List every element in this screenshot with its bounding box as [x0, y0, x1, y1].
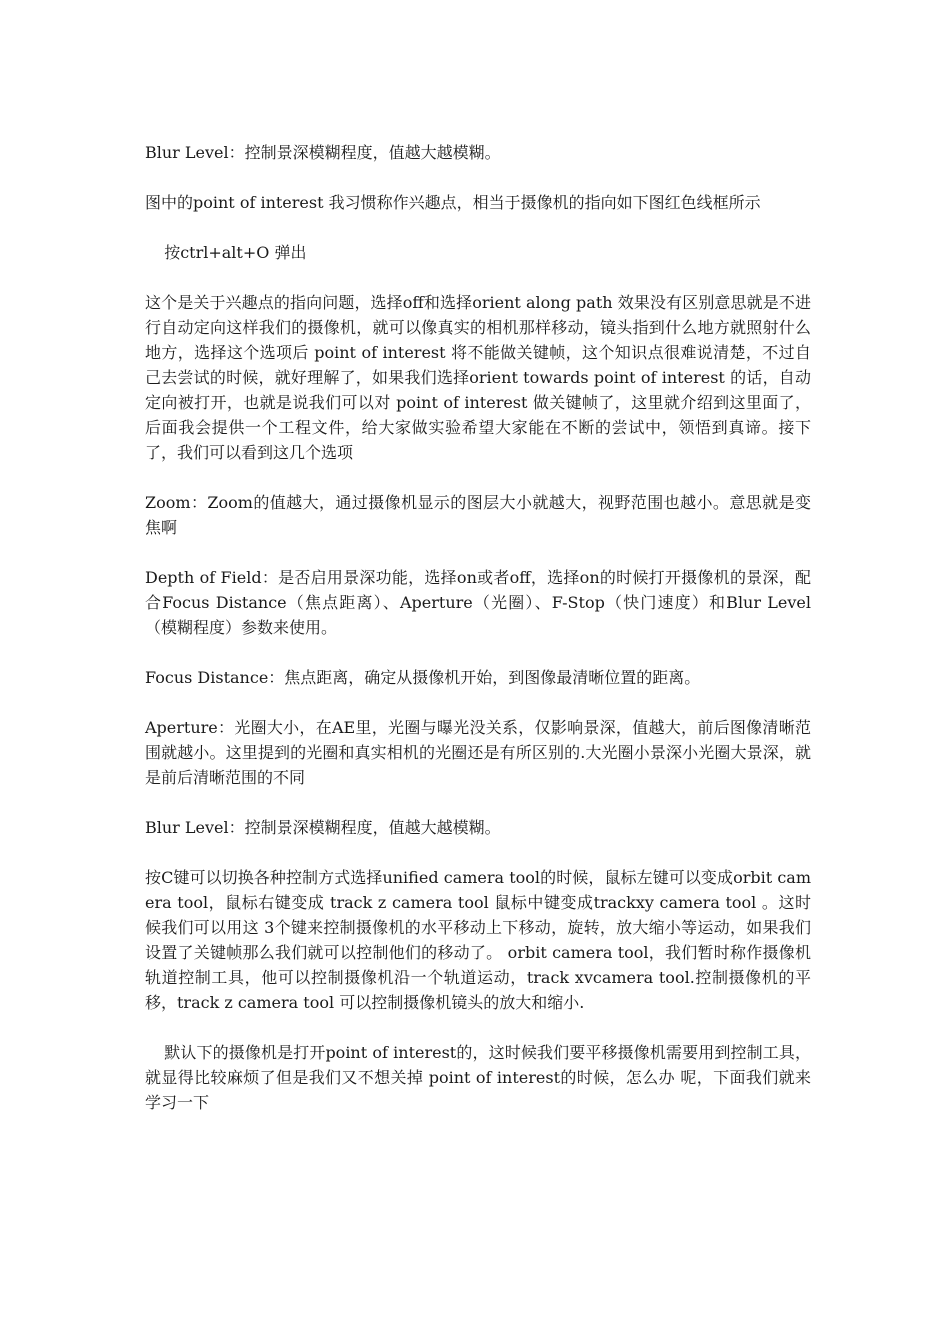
paragraph-zoom: Zoom：Zoom的值越大，通过摄像机显示的图层大小就越大，视野范围也越小。意思就是变焦啊 [145, 493, 811, 537]
paragraph-default-camera: 默认下的摄像机是打开point of interest的，这时候我们要平移摄像机需要用到控制工具，就显得比较麻烦了但是我们又不想关掉 point of interest的时候，怎么办 呢，下面我们就来学习一下 [145, 1043, 811, 1112]
paragraph-blur-level: Blur Level：控制景深模糊程度，值越大越模糊。 [145, 143, 501, 162]
paragraph-blur-level-repeat: Blur Level：控制景深模糊程度，值越大越模糊。 [145, 818, 501, 837]
document-body [145, 140, 811, 1140]
paragraph-shortcut: 按ctrl+alt+O 弹出 [164, 243, 307, 262]
paragraph-orient-options: 这个是关于兴趣点的指向问题，选择off和选择orient along path 效果没有区别意思就是不进行自动定向这样我们的摄像机，就可以像真实的相机那样移动，镜头指到什么地方就照射什么地方，选择这个选项后 point of interest 将不能做关键帧，这个知识点很难说清楚，不过自己去尝试的时候，就好理解了，如果我们选择orient towards point of interest 的话，自动定向被打开，也就是说我们可以对 point of interest 做关键帧了，这里就介绍到这里面了，后面我会提供一个工程文件，给大家做实验希望大家能在不断的尝试中，领悟到真谛。接下了，我们可以看到这几个选项 [145, 293, 811, 462]
paragraph-camera-tools: 按C键可以切换各种控制方式选择unified camera tool的时候，鼠标左键可以变成orbit camera tool，鼠标右键变成 track z camera tool 鼠标中键变成trackxy camera tool 。这时候我们可以用这 3个键来控制摄像机的水平移动上下移动，旋转，放大缩小等运动，如果我们设置了关键帧那么我们就可以控制他们的移动了。 orbit camera tool，我们暂时称作摄像机轨道控制工具，他可以控制摄像机沿一个轨道运动，track xvcamera tool.控制摄像机的平移，track z camera tool 可以控制摄像机镜头的放大和缩小. [145, 868, 811, 1012]
paragraph-point-of-interest: 图中的point of interest 我习惯称作兴趣点，相当于摄像机的指向如下图红色线框所示 [145, 193, 761, 212]
paragraph-depth-of-field: Depth of Field：是否启用景深功能，选择on或者off，选择on的时候打开摄像机的景深，配合Focus Distance（焦点距离）、Aperture（光圈）、F-Stop（快门速度）和Blur Level（模糊程度）参数来使用。 [145, 568, 811, 637]
paragraph-focus-distance: Focus Distance：焦点距离，确定从摄像机开始，到图像最清晰位置的距离。 [145, 668, 701, 687]
paragraph-aperture: Aperture：光圈大小，在AE里，光圈与曝光没关系，仅影响景深，值越大，前后图像清晰范围就越小。这里提到的光圈和真实相机的光圈还是有所区别的.大光圈小景深小光圈大景深，就是前后清晰范围的不同 [145, 718, 811, 787]
